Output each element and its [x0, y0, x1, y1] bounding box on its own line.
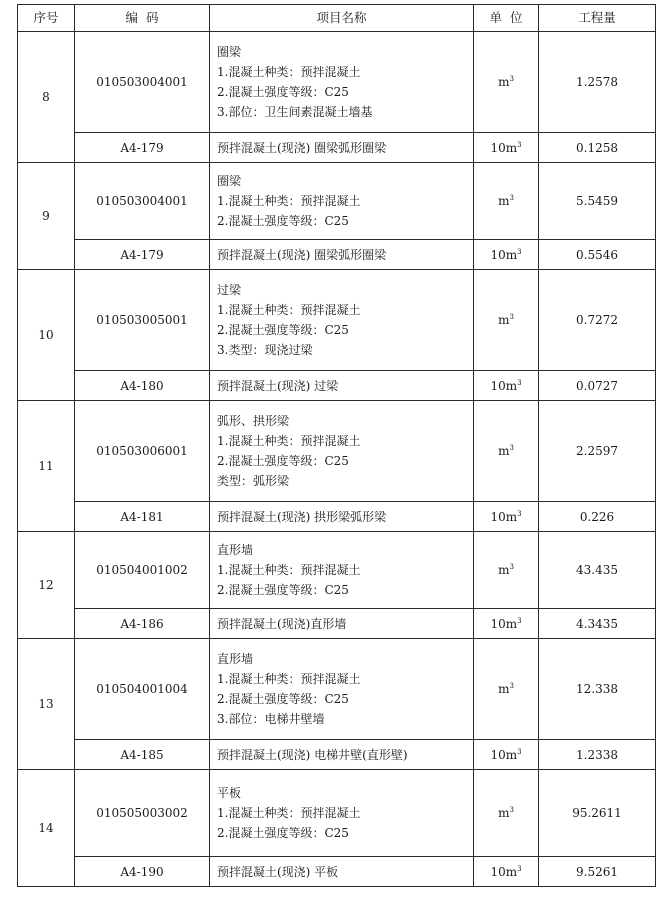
item-quantity: 1.2578: [539, 32, 656, 133]
quota-unit: [474, 133, 539, 163]
unit-superscript: 3: [517, 616, 522, 625]
header-qty: 工程量: [539, 5, 656, 32]
description-line: 2.混凝土强度等级：C25: [217, 692, 349, 706]
item-description: [210, 163, 474, 240]
quota-name: 预拌混凝土(现浇) 圈梁弧形圈梁: [210, 133, 474, 163]
unit-superscript: 3: [509, 75, 514, 83]
quota-unit: [474, 502, 539, 532]
quota-unit: [474, 371, 539, 401]
unit-superscript: 3: [509, 682, 514, 690]
quota-code: A4-190: [75, 857, 210, 887]
unit-superscript: 3: [517, 747, 522, 756]
description-line: 2.混凝土强度等级：C25: [217, 85, 349, 99]
unit-base: 10m: [490, 140, 518, 155]
unit-base: m: [498, 563, 510, 577]
description-line: 类型：弧形梁: [217, 474, 290, 488]
quota-quantity: 0.226: [539, 502, 656, 532]
unit-base: m: [498, 806, 510, 820]
table-subrow: [18, 609, 656, 639]
item-code: 010503005001: [75, 270, 210, 371]
description-line: 3.类型：现浇过梁: [217, 343, 313, 357]
unit-superscript: 3: [509, 194, 514, 202]
quantity-table: [17, 4, 656, 887]
table-subrow: [18, 502, 656, 532]
quota-quantity: 1.2338: [539, 740, 656, 770]
unit-base: m: [498, 194, 510, 208]
quota-name: 预拌混凝土(现浇)直形墙: [210, 609, 474, 639]
description-line: 平板: [217, 786, 242, 800]
unit-superscript: 3: [517, 378, 522, 387]
description-line: 2.混凝土强度等级：C25: [217, 454, 349, 468]
unit-base: 10m: [490, 378, 518, 393]
unit-superscript: 3: [517, 509, 522, 518]
description-line: 2.混凝土强度等级：C25: [217, 826, 349, 840]
unit-base: 10m: [490, 247, 518, 262]
table-subrow: [18, 740, 656, 770]
quota-code: A4-179: [75, 240, 210, 270]
unit-base: m: [498, 444, 510, 458]
quota-code: A4-181: [75, 502, 210, 532]
table-header-row: [18, 5, 656, 32]
quota-unit: [474, 240, 539, 270]
item-unit: [474, 639, 539, 740]
row-seq: 13: [18, 639, 75, 770]
unit-superscript: 3: [509, 444, 514, 452]
description-line: 3.部位：电梯井壁墙: [217, 712, 325, 726]
unit-base: 10m: [490, 747, 518, 762]
unit-base: m: [498, 313, 510, 327]
description-line: 直形墙: [217, 652, 254, 666]
unit-base: 10m: [490, 616, 518, 631]
description-line: 圈梁: [217, 174, 242, 188]
item-description: [210, 532, 474, 609]
quota-name: 预拌混凝土(现浇) 平板: [210, 857, 474, 887]
item-code: 010503004001: [75, 32, 210, 133]
item-unit: [474, 770, 539, 857]
unit-superscript: 3: [517, 864, 522, 873]
header-seq: 序号: [18, 5, 75, 32]
description-line: 1.混凝土种类：预拌混凝土: [217, 563, 361, 577]
description-line: 1.混凝土种类：预拌混凝土: [217, 672, 361, 686]
unit-superscript: 3: [509, 313, 514, 321]
item-description: [210, 639, 474, 740]
item-description: [210, 770, 474, 857]
header-name: 项目名称: [210, 5, 474, 32]
item-unit: [474, 401, 539, 502]
item-description: [210, 270, 474, 371]
unit-base: m: [498, 75, 510, 89]
item-quantity: 2.2597: [539, 401, 656, 502]
item-unit: [474, 532, 539, 609]
item-description: [210, 32, 474, 133]
table-row: [18, 270, 656, 371]
row-seq: 11: [18, 401, 75, 532]
row-seq: 9: [18, 163, 75, 270]
row-seq: 10: [18, 270, 75, 401]
description-line: 3.部位：卫生间素混凝土墙基: [217, 105, 373, 119]
quota-quantity: 0.0727: [539, 371, 656, 401]
unit-base: 10m: [490, 864, 518, 879]
item-unit: [474, 163, 539, 240]
item-code: 010503004001: [75, 163, 210, 240]
unit-superscript: 3: [517, 247, 522, 256]
table-subrow: [18, 240, 656, 270]
quota-quantity: 0.1258: [539, 133, 656, 163]
description-line: 1.混凝土种类：预拌混凝土: [217, 303, 361, 317]
quota-name: 预拌混凝土(现浇) 过梁: [210, 371, 474, 401]
table-row: [18, 639, 656, 740]
table-row: [18, 401, 656, 502]
table-body: [18, 32, 656, 887]
quota-quantity: 9.5261: [539, 857, 656, 887]
table-subrow: [18, 133, 656, 163]
item-description: [210, 401, 474, 502]
description-line: 直形墙: [217, 543, 254, 557]
unit-base: m: [498, 682, 510, 696]
description-line: 1.混凝土种类：预拌混凝土: [217, 806, 361, 820]
table-row: [18, 163, 656, 240]
quota-name: 预拌混凝土(现浇) 电梯井壁(直形壁): [210, 740, 474, 770]
header-code: 编 码: [75, 5, 210, 32]
item-unit: [474, 32, 539, 133]
quota-quantity: 0.5546: [539, 240, 656, 270]
quota-code: A4-180: [75, 371, 210, 401]
quota-code: A4-186: [75, 609, 210, 639]
table-row: [18, 532, 656, 609]
quota-name: 预拌混凝土(现浇) 拱形梁弧形梁: [210, 502, 474, 532]
table-row: [18, 770, 656, 857]
description-line: 2.混凝土强度等级：C25: [217, 214, 349, 228]
description-line: 过梁: [217, 283, 242, 297]
quota-code: A4-185: [75, 740, 210, 770]
unit-superscript: 3: [509, 563, 514, 571]
header-unit: 单 位: [474, 5, 539, 32]
quota-code: A4-179: [75, 133, 210, 163]
item-quantity: 43.435: [539, 532, 656, 609]
table-subrow: [18, 371, 656, 401]
row-seq: 8: [18, 32, 75, 163]
quota-name: 预拌混凝土(现浇) 圈梁弧形圈梁: [210, 240, 474, 270]
description-line: 1.混凝土种类：预拌混凝土: [217, 194, 361, 208]
table-row: [18, 32, 656, 133]
item-quantity: 95.2611: [539, 770, 656, 857]
row-seq: 14: [18, 770, 75, 887]
item-code: 010504001004: [75, 639, 210, 740]
description-line: 1.混凝土种类：预拌混凝土: [217, 65, 361, 79]
item-code: 010503006001: [75, 401, 210, 502]
quota-unit: [474, 609, 539, 639]
description-line: 2.混凝土强度等级：C25: [217, 583, 349, 597]
item-code: 010504001002: [75, 532, 210, 609]
item-code: 010505003002: [75, 770, 210, 857]
description-line: 弧形、拱形梁: [217, 414, 290, 428]
item-quantity: 12.338: [539, 639, 656, 740]
unit-base: 10m: [490, 509, 518, 524]
item-unit: [474, 270, 539, 371]
table-subrow: [18, 857, 656, 887]
quota-unit: [474, 740, 539, 770]
description-line: 圈梁: [217, 45, 242, 59]
row-seq: 12: [18, 532, 75, 639]
quota-quantity: 4.3435: [539, 609, 656, 639]
quota-unit: [474, 857, 539, 887]
unit-superscript: 3: [517, 140, 522, 149]
description-line: 1.混凝土种类：预拌混凝土: [217, 434, 361, 448]
item-quantity: 5.5459: [539, 163, 656, 240]
unit-superscript: 3: [509, 806, 514, 814]
item-quantity: 0.7272: [539, 270, 656, 371]
description-line: 2.混凝土强度等级：C25: [217, 323, 349, 337]
